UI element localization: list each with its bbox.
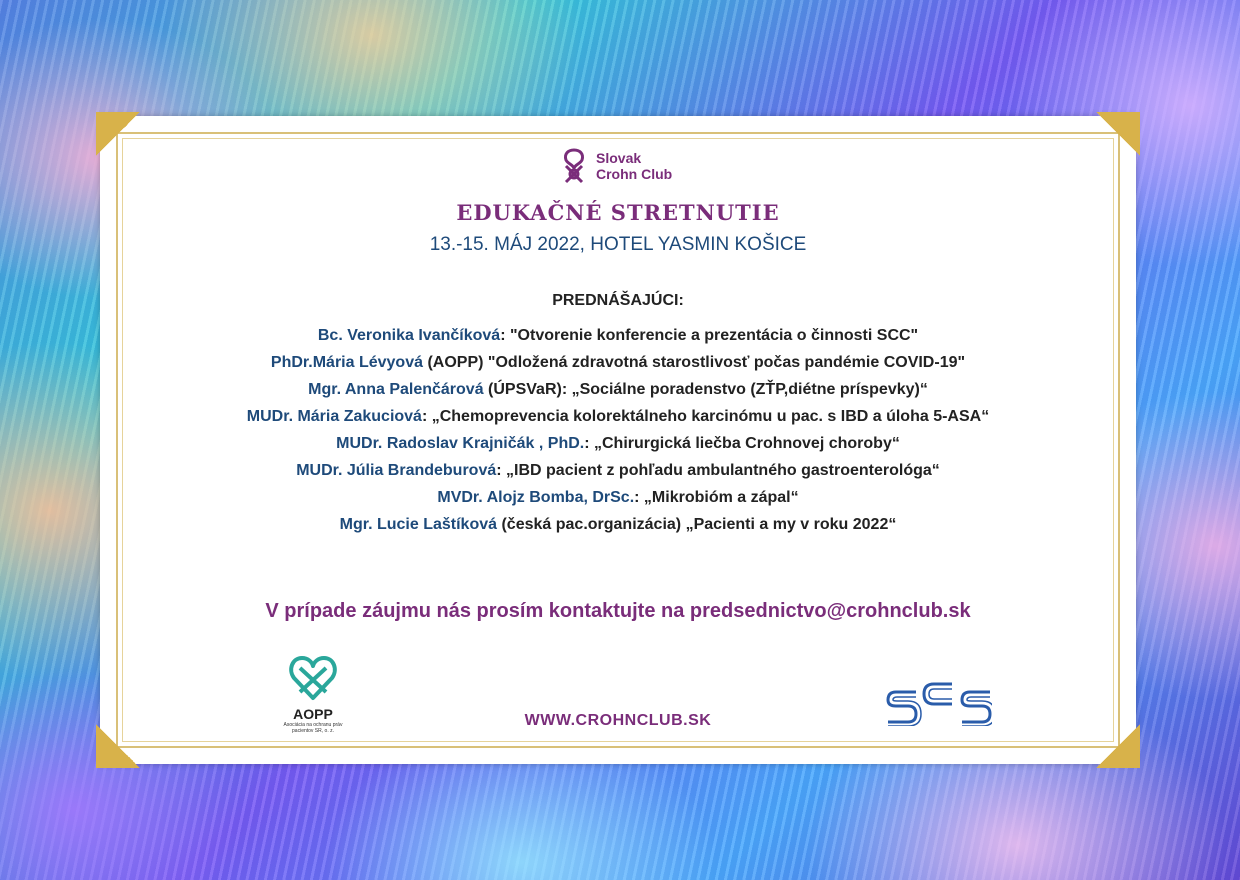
website-link[interactable]: WWW.CROHNCLUB.SK [524, 712, 712, 729]
speaker-talk: : „Mikrobióm a zápal“ [634, 489, 799, 506]
speaker-talk: : „Chemoprevencia kolorektálneho karcinómu u pac. s IBD a úloha 5-ASA“ [421, 408, 990, 425]
aopp-subtitle-1: Asociácia na ochranu práv [283, 722, 343, 728]
speakers-heading: PREDNÁŠAJÚCI: [552, 292, 684, 309]
invitation-card [100, 116, 1136, 764]
speaker-row [100, 403, 1136, 430]
slovak-crohn-club-logo [558, 146, 672, 186]
gold-corner-top-right [1096, 112, 1140, 156]
event-date-location: 13.-15. MÁJ 2022, HOTEL YASMIN KOŠICE [429, 234, 807, 255]
aopp-subtitle-2: pacientov SR, o. z. [292, 728, 334, 734]
gold-corner-bottom-right [1096, 724, 1140, 768]
gold-corner-bottom-left [96, 724, 140, 768]
speaker-row [100, 376, 1136, 403]
speaker-row [100, 511, 1136, 538]
speaker-row [100, 430, 1136, 457]
speaker-name: Bc. Veronika Ivančíková [317, 327, 501, 344]
speaker-name: MUDr. Mária Zakuciová [246, 408, 422, 425]
speaker-talk: : „IBD pacient z pohľadu ambulantného gastroenterológa“ [496, 462, 940, 479]
speaker-name: MUDr. Júlia Brandeburová [296, 462, 497, 479]
speaker-talk: : "Otvorenie konferencie a prezentácia o činnosti SCC" [500, 327, 919, 344]
speaker-row [100, 322, 1136, 349]
aopp-name: AOPP [293, 706, 333, 722]
speaker-name: Mgr. Lucie Laštíková [339, 516, 498, 533]
speaker-name: Mgr. Anna Palenčárová [308, 381, 484, 398]
speaker-row [100, 457, 1136, 484]
logo-line-2: Crohn Club [596, 166, 673, 182]
speaker-row [100, 484, 1136, 511]
crohn-club-logo-icon [558, 146, 590, 186]
speaker-row [100, 349, 1136, 376]
speakers-list [100, 322, 1136, 538]
scs-logo [886, 682, 992, 730]
scs-logo-icon [886, 682, 992, 726]
contact-line: V prípade záujmu nás prosím kontaktujte na predsednictvo@crohnclub.sk [265, 600, 971, 622]
event-title: EDUKAČNÉ STRETNUTIE [456, 200, 780, 225]
speaker-talk: (ÚPSVaR): „Sociálne poradenstvo (ZŤP,diétne príspevky)“ [483, 381, 928, 398]
speaker-name: PhDr.Mária Lévyová [270, 354, 423, 371]
speaker-name: MVDr. Alojz Bomba, DrSc. [437, 489, 635, 506]
gold-corner-top-left [96, 112, 140, 156]
speaker-talk: : „Chirurgická liečba Crohnovej choroby“ [584, 435, 900, 452]
speaker-name: MUDr. Radoslav Krajničák , PhD. [336, 435, 585, 452]
logo-line-1: Slovak [596, 150, 642, 166]
aopp-heart-icon [288, 654, 338, 702]
speaker-talk: (česká pac.organizácia) „Pacienti a my v roku 2022“ [497, 516, 897, 533]
speaker-talk: (AOPP) "Odložená zdravotná starostlivosť počas pandémie COVID-19" [423, 354, 966, 371]
